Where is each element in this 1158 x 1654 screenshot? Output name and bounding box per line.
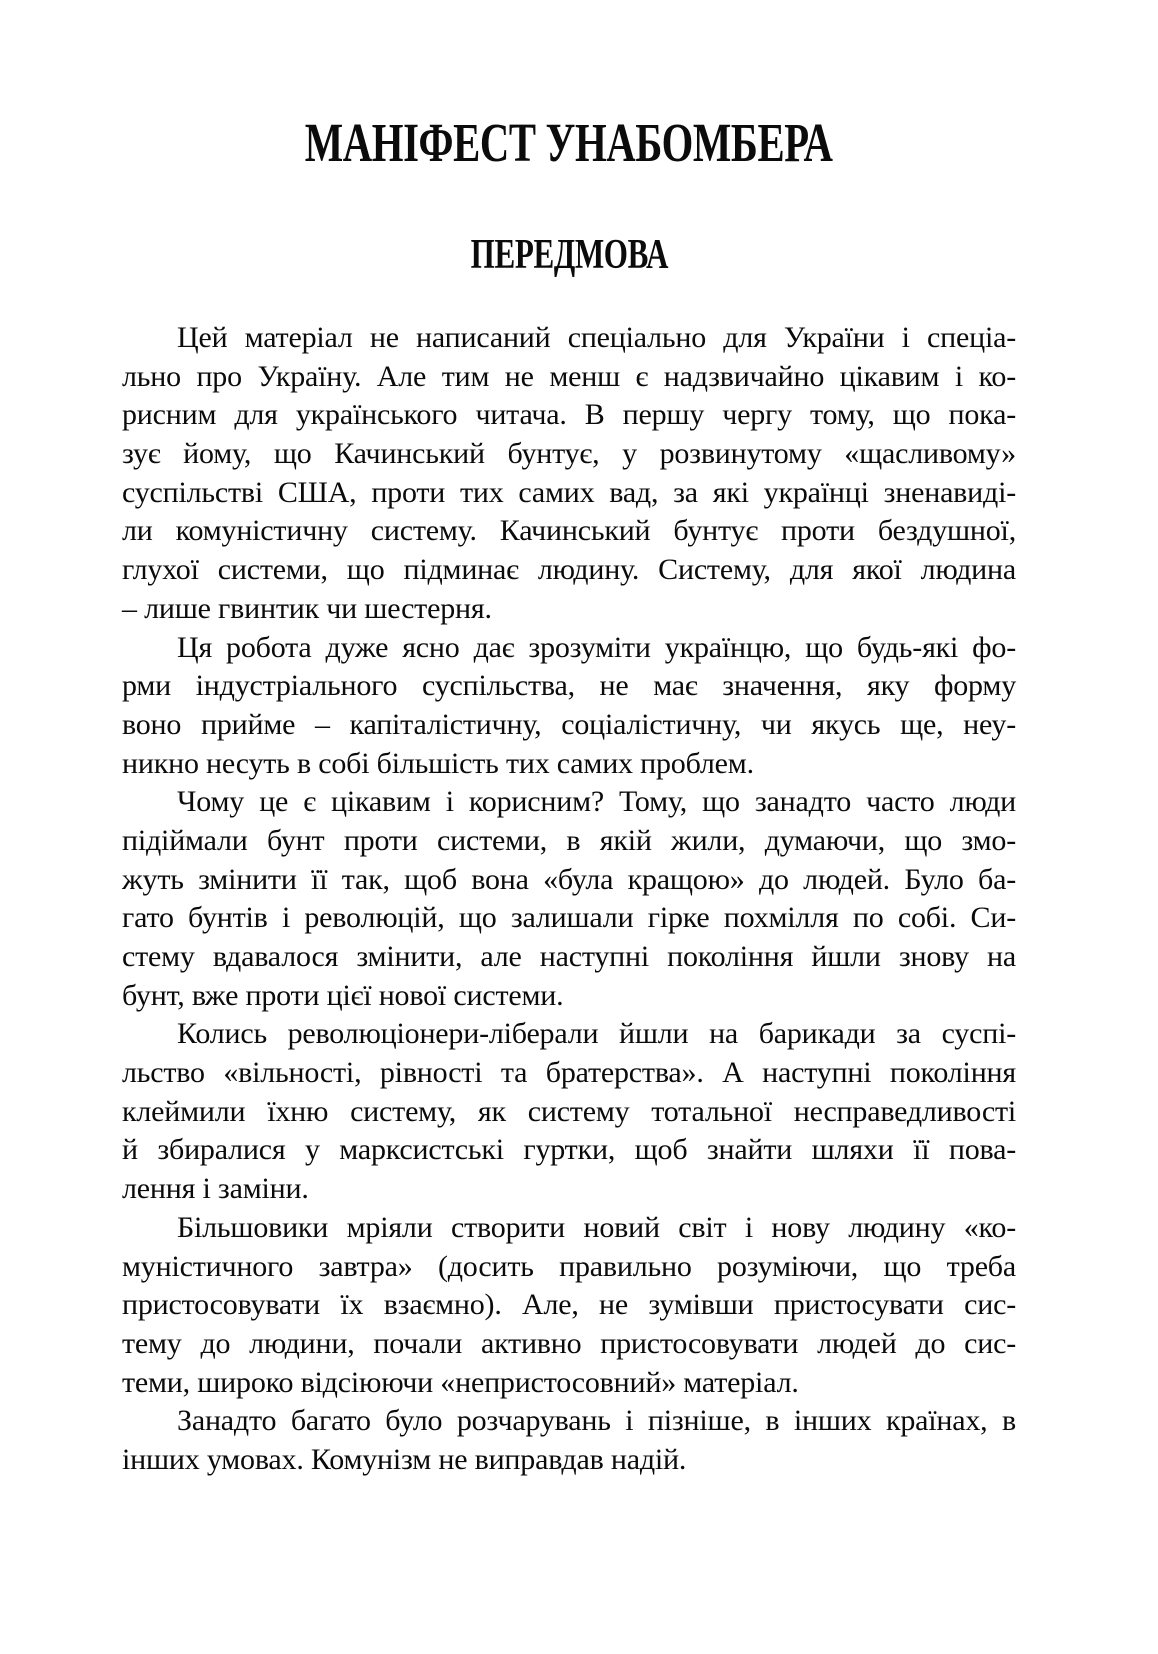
text-line: ли комуністичну систему. Качинський бунтує проти бездушної, xyxy=(122,514,1016,548)
text-line: зує йому, що Качинський бунтує, у розвинутому «щасливому» xyxy=(122,437,1016,471)
paragraph xyxy=(122,1015,1016,1208)
text-line: гато бунтів і революцій, що залишали гірке похмілля по собі. Си- xyxy=(122,901,1016,935)
text-line: льно про Україну. Але тим не менш є надзвичайно цікавим і ко- xyxy=(122,359,1016,393)
paragraph xyxy=(122,1402,1016,1479)
text-line: жуть змінити її так, щоб вона «була кращою» до людей. Було ба- xyxy=(122,862,1016,896)
text-line: Ця робота дуже ясно дає зрозуміти українцю, що будь-які фо- xyxy=(177,630,1016,664)
text-line: теми, широко відсіюючи «непристосовний» матеріал. xyxy=(122,1365,799,1399)
text-line: Чому це є цікавим і корисним? Тому, що занадто часто люди xyxy=(177,785,1016,819)
text-line: муністичного завтра» (досить правильно розуміючи, що треба xyxy=(122,1249,1016,1283)
text-line: інших умовах. Комунізм не виправдав надій. xyxy=(122,1442,687,1476)
document-title xyxy=(122,112,1016,173)
text-line: тему до людини, почали активно пристосовувати людей до сис- xyxy=(122,1326,1016,1360)
text-line: никно несуть в собі більшість тих самих проблем. xyxy=(122,746,754,780)
section-heading xyxy=(122,234,1016,276)
text-line: Більшовики мріяли створити новий світ і нову людину «ко- xyxy=(177,1210,1016,1244)
text-line: бунт, вже проти цієї нової системи. xyxy=(122,978,564,1012)
paragraph xyxy=(122,629,1016,784)
text-line: й збиралися у марксистські гуртки, щоб знайти шляхи її пова- xyxy=(122,1133,1016,1167)
text-line: – лише гвинтик чи шестерня. xyxy=(122,591,492,625)
paragraph xyxy=(122,783,1016,1015)
text-line: Колись революціонери-ліберали йшли на барикади за суспі- xyxy=(177,1017,1016,1051)
text-line: рми індустріального суспільства, не має значення, яку форму xyxy=(122,669,1016,703)
document-title-text: МАНІФЕСТ УНАБОМБЕРА xyxy=(305,112,833,173)
body-text xyxy=(122,319,1016,1480)
text-line: пристосовувати їх взаємно). Але, не зумівши пристосувати сис- xyxy=(122,1288,1016,1322)
text-line: Занадто багато було розчарувань і пізніше, в інших країнах, в xyxy=(177,1404,1016,1438)
text-line: глухої системи, що підминає людину. Систему, для якої людина xyxy=(122,553,1016,587)
paragraph xyxy=(122,319,1016,629)
text-line: стему вдавалося змінити, але наступні покоління йшли знову на xyxy=(122,940,1016,973)
text-line: підіймали бунт проти системи, в якій жили, думаючи, що змо- xyxy=(122,823,1016,857)
text-line: воно прийме – капіталістичну, соціалістичну, чи якусь ще, неу- xyxy=(122,707,1016,741)
text-line: лення і заміни. xyxy=(122,1172,309,1206)
text-line: льство «вільності, рівності та братерства». А наступні покоління xyxy=(122,1056,1016,1090)
text-line: Цей матеріал не написаний спеціально для України і спеціа- xyxy=(177,321,1016,354)
section-heading-text: ПЕРЕДМОВА xyxy=(470,232,668,278)
paragraph xyxy=(122,1209,1016,1402)
text-line: суспільстві США, проти тих самих вад, за які українці зненавиді- xyxy=(122,475,1016,509)
text-line: рисним для українського читача. В першу чергу тому, що пока- xyxy=(122,398,1016,432)
text-line: клеймили їхню систему, як систему тотальної несправедливості xyxy=(122,1094,1016,1128)
